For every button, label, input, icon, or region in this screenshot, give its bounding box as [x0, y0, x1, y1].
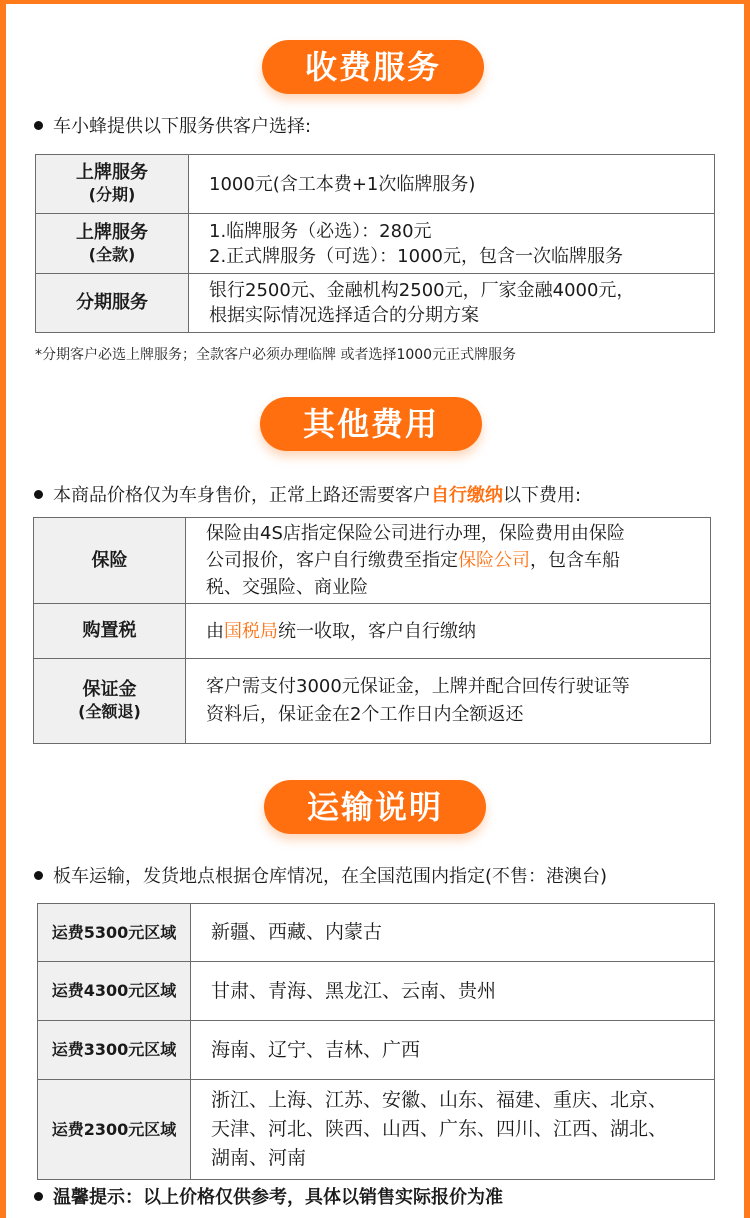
bullet-icon — [34, 490, 43, 499]
row-content: 海南、辽宁、吉林、广西 — [191, 1021, 715, 1080]
table-row — [36, 214, 715, 274]
table-row — [38, 1021, 715, 1080]
row-content: 浙江、上海、江苏、安徽、山东、福建、重庆、北京、 天津、河北、陕西、山西、广东、四川、江西、湖北、 湖南、河南 — [191, 1080, 715, 1180]
row-content: 新疆、西藏、内蒙古 — [191, 904, 715, 962]
row-content: 1000元(含工本费+1次临牌服务) — [189, 155, 715, 214]
row-content: 客户需支付3000元保证金，上牌并配合回传行驶证等 资料后，保证金在2个工作日内全额返还 — [186, 659, 711, 744]
table-row — [36, 274, 715, 333]
table-row — [38, 1080, 715, 1180]
fee-services-table — [35, 154, 715, 333]
section-title-fee-services: 收费服务 — [262, 40, 484, 94]
bullet-icon — [34, 871, 43, 880]
table-row — [38, 904, 715, 962]
table-row — [36, 155, 715, 214]
row-content: 保险由4S店指定保险公司进行办理，保险费用由保险 公司报价，客户自行缴费至指定保险公司，包含车船 税、交强险、商业险 — [186, 518, 711, 604]
row-label: 运费3300元区域 — [38, 1021, 191, 1080]
table-row — [34, 659, 711, 744]
warm-tip: 温馨提示：以上价格仅供参考，具体以销售实际报价为准 — [34, 1183, 503, 1209]
row-label: 分期服务 — [36, 274, 189, 333]
bullet-icon — [34, 1192, 43, 1201]
shipping-table — [37, 903, 715, 1180]
table-row — [34, 604, 711, 659]
row-label: 运费5300元区域 — [38, 904, 191, 962]
table-row — [38, 962, 715, 1021]
row-content: 甘肃、青海、黑龙江、云南、贵州 — [191, 962, 715, 1021]
section-title-other-fees: 其他费用 — [260, 397, 482, 451]
row-content: 银行2500元、金融机构2500元，厂家金融4000元， 根据实际情况选择适合的分期方案 — [189, 274, 715, 333]
row-label: 保证金 (全额退) — [34, 659, 186, 744]
bullet-icon — [34, 121, 43, 130]
row-content: 由国税局统一收取，客户自行缴纳 — [186, 604, 711, 659]
row-label: 上牌服务 (全款) — [36, 214, 189, 274]
row-label: 运费2300元区域 — [38, 1080, 191, 1180]
fee-services-intro: 车小蜂提供以下服务供客户选择: — [34, 112, 311, 138]
other-fees-intro: 本商品价格仅为车身售价，正常上路还需要客户自行缴纳以下费用: — [34, 481, 581, 507]
row-label: 购置税 — [34, 604, 186, 659]
row-label: 运费4300元区域 — [38, 962, 191, 1021]
row-label: 上牌服务 (分期) — [36, 155, 189, 214]
row-label: 保险 — [34, 518, 186, 604]
row-content: 1.临牌服务（必选）：280元 2.正式牌服务（可选）：1000元，包含一次临牌服务 — [189, 214, 715, 274]
shipping-intro: 板车运输，发货地点根据仓库情况，在全国范围内指定(不售：港澳台) — [34, 862, 607, 888]
table-row — [34, 518, 711, 604]
other-fees-table — [33, 517, 711, 744]
section-title-shipping: 运输说明 — [264, 780, 486, 834]
fee-services-note: *分期客户必选上牌服务；全款客户必须办理临牌 或者选择1000元正式牌服务 — [35, 347, 517, 363]
